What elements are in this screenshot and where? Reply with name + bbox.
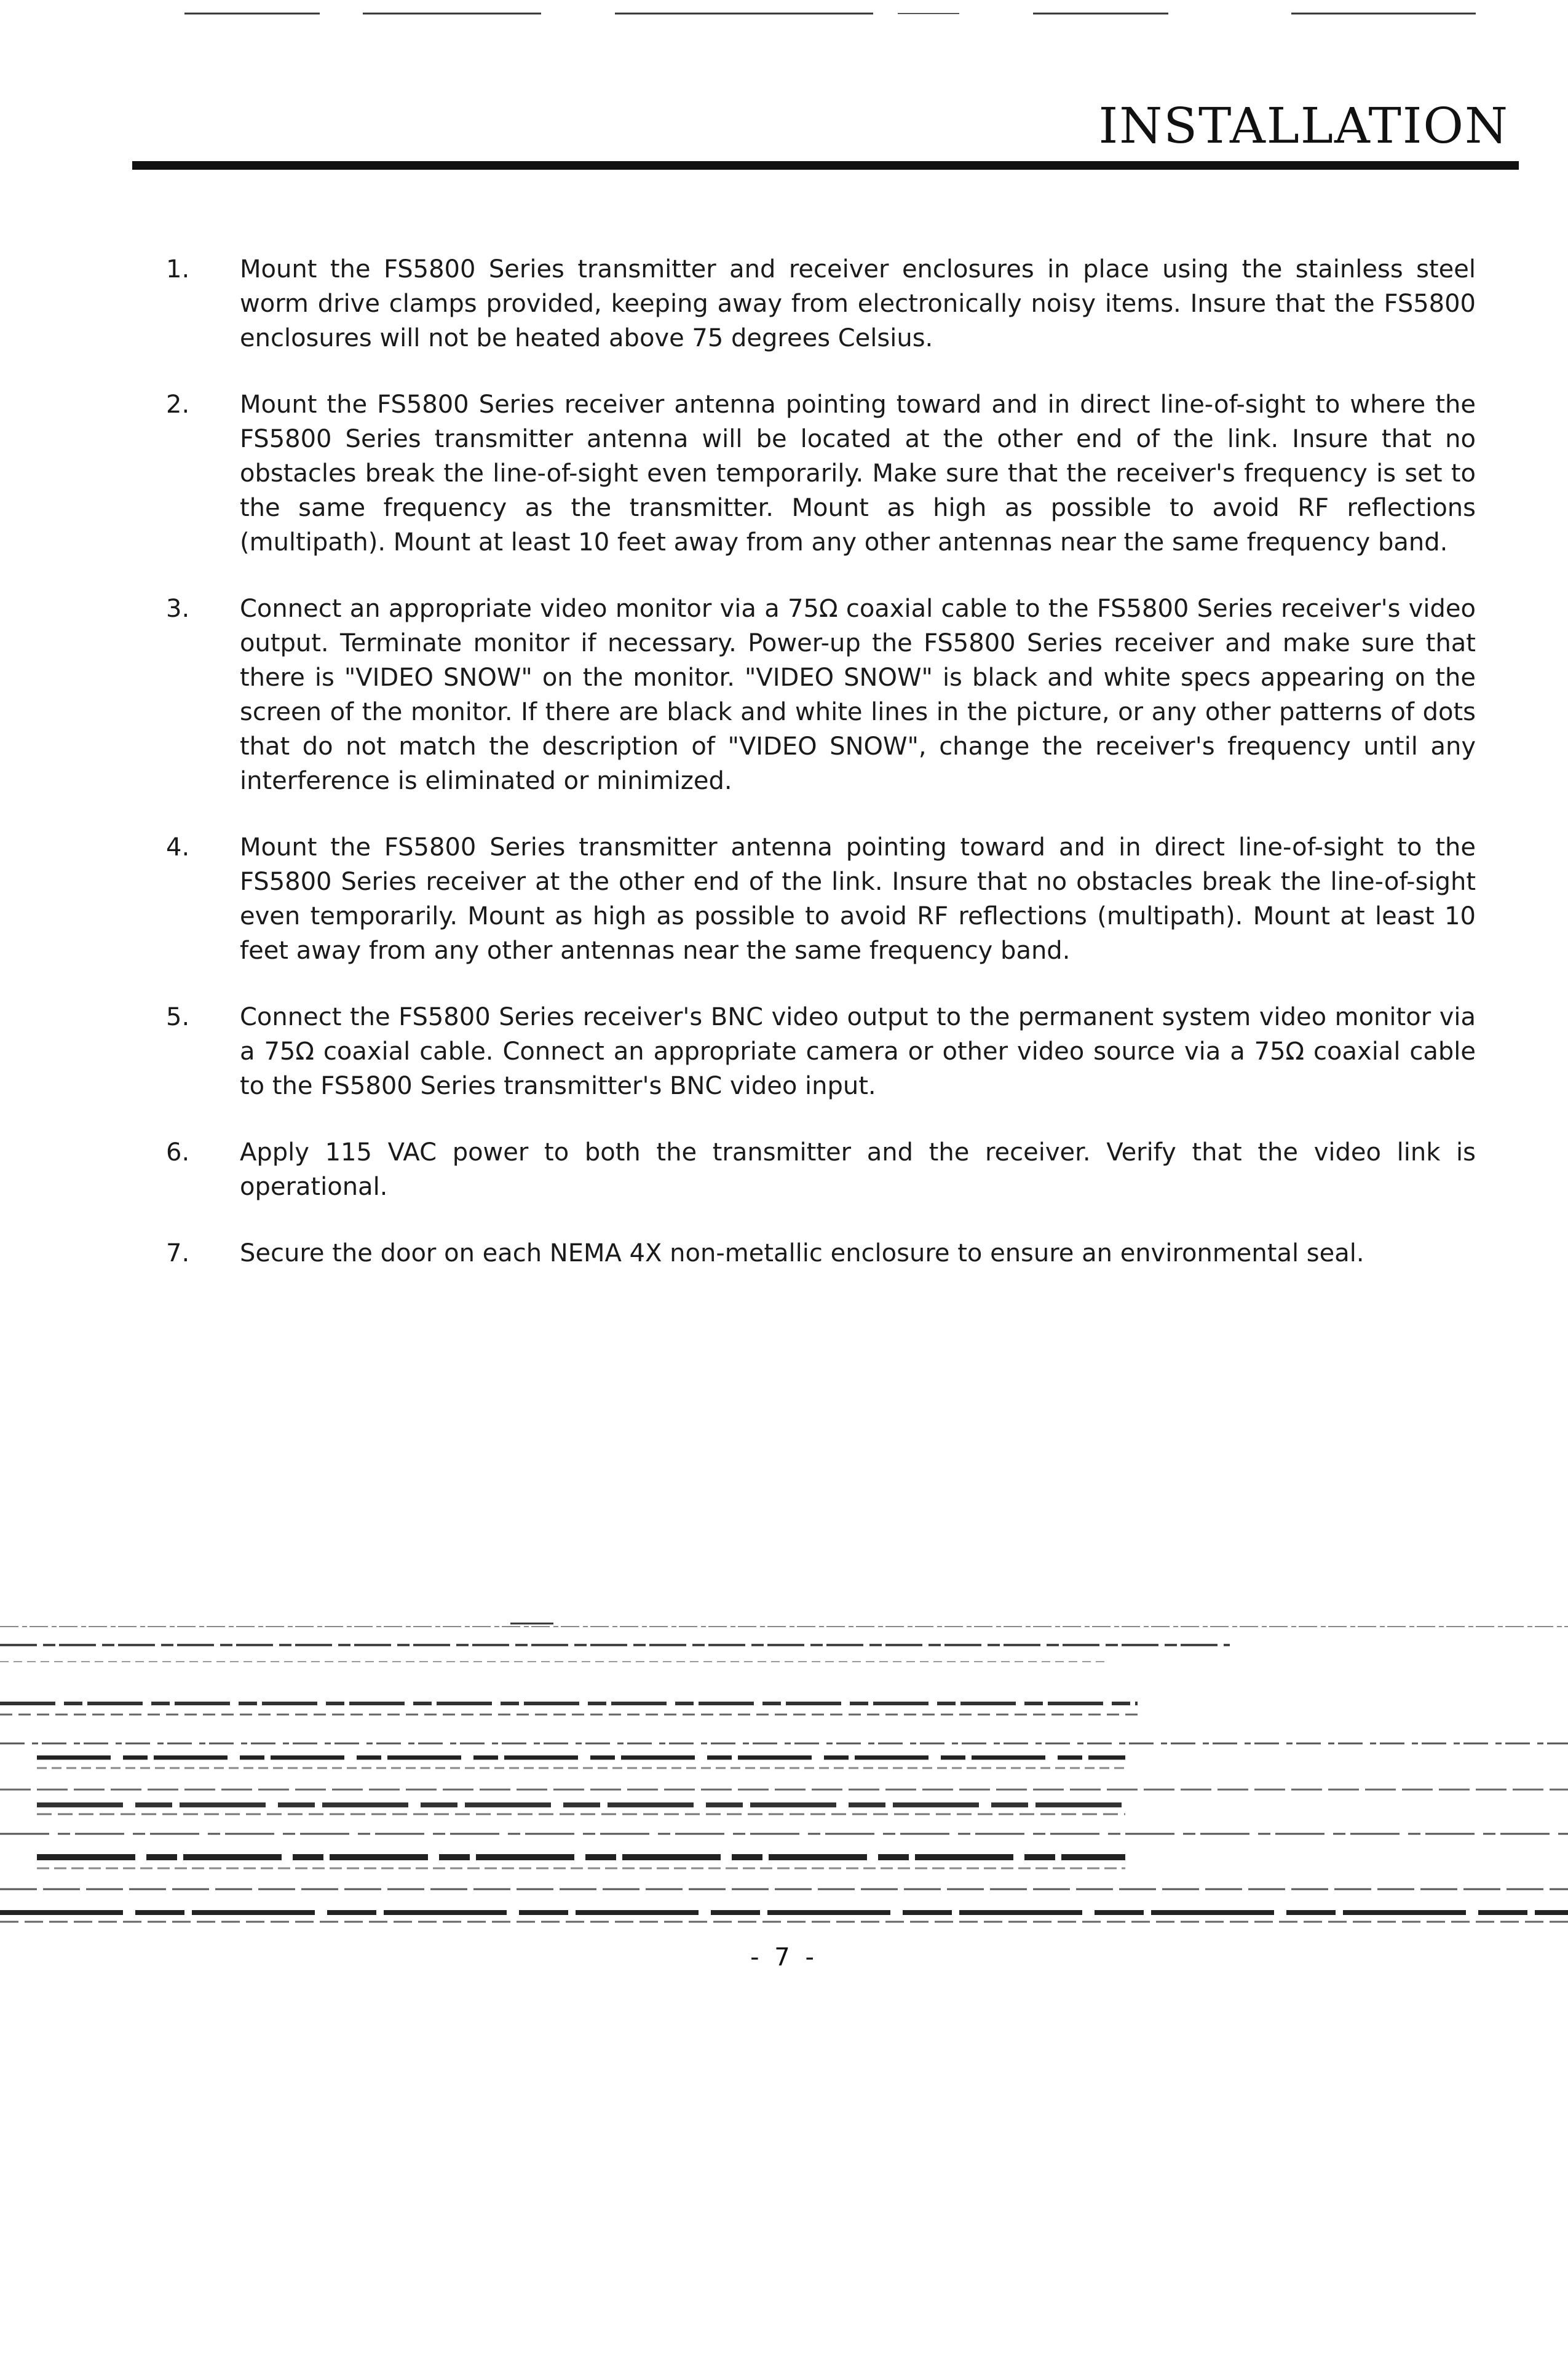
step-text: Connect an appropriate video monitor via a 75Ω coaxial cable to the FS5800 Series receiver's video output. Terminate monitor if necessary. Power-up the FS5800 Series receiver and make sure that there is "VIDEO SNOW" on the monitor. "VIDEO SNOW" is black and white specs appearing on the screen of the monitor. If there are black and white lines in the picture, or any other patterns of dots that do not match the description of "VIDEO SNOW", change the receiver's frequency until any interference is eliminated or minimized. [240,595,1476,795]
step-number: 5. [166,1003,190,1031]
step-number: 7. [166,1239,190,1267]
step-3 [166,592,1476,798]
step-text: Mount the FS5800 Series transmitter and receiver enclosures in place using the stainless steel worm drive clamps provided, keeping away from electronically noisy items. Insure that the FS5800 enclosures will not be heated above 75 degrees Celsius. [240,255,1476,352]
step-number: 3. [166,595,190,623]
step-2 [166,387,1476,560]
step-number: 4. [166,833,190,862]
step-text: Apply 115 VAC power to both the transmitter and the receiver. Verify that the video link is operational. [240,1138,1476,1201]
step-5 [166,1000,1476,1103]
scan-noise-bands [0,1611,1568,1943]
step-number: 2. [166,391,190,419]
step-number: 1. [166,255,190,283]
top-scan-rules [0,0,1568,25]
header-rule [132,161,1519,170]
step-number: 6. [166,1138,190,1167]
page-number: - 7 - [750,1943,818,1972]
step-text: Secure the door on each NEMA 4X non-metallic enclosure to ensure an environmental seal. [240,1239,1364,1267]
step-7 [166,1236,1476,1271]
page-title: INSTALLATION [1098,97,1509,154]
step-text: Connect the FS5800 Series receiver's BNC video output to the permanent system video monitor via a 75Ω coaxial cable. Connect an appropriate camera or other video source via a 75Ω coaxial cable to the FS5800 Series transmitter's BNC video input. [240,1003,1476,1100]
step-6 [166,1135,1476,1204]
step-1 [166,252,1476,355]
step-text: Mount the FS5800 Series receiver antenna pointing toward and in direct line-of-sight to where the FS5800 Series transmitter antenna will be located at the other end of the link. Insure that no obstacles break the line-of-sight even temporarily. Make sure that the receiver's frequency is set to the same frequency as the transmitter. Mount as high as possible to avoid RF reflections (multipath). Mount at least 10 feet away from any other antennas near the same frequency band. [240,391,1476,557]
step-4 [166,830,1476,968]
installation-steps [166,252,1476,1302]
step-text: Mount the FS5800 Series transmitter antenna pointing toward and in direct line-of-sight to the FS5800 Series receiver at the other end of the link. Insure that no obstacles break the line-of-sight even temporarily. Mount as high as possible to avoid RF reflections (multipath). Mount at least 10 feet away from any other antennas near the same frequency band. [240,833,1476,965]
